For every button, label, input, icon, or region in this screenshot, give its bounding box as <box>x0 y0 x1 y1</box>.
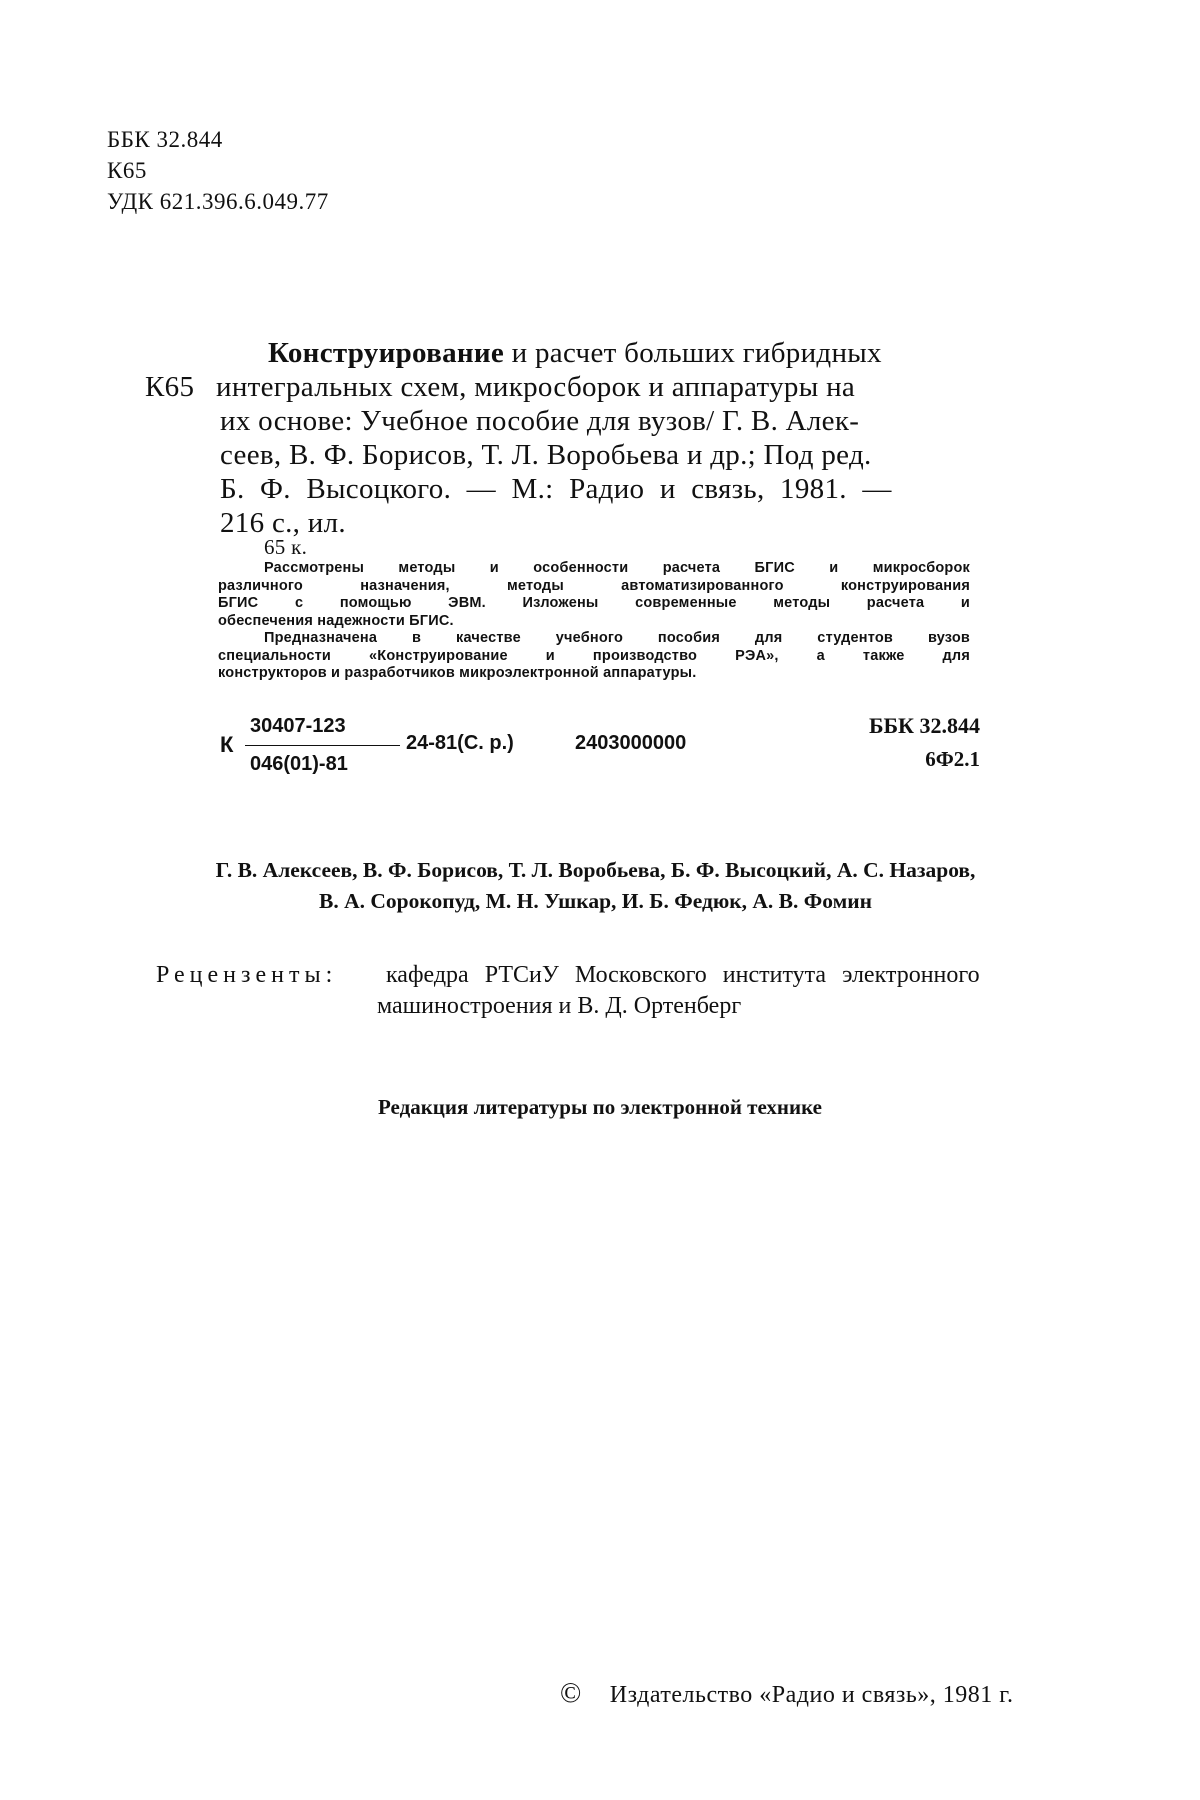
udk-code: УДК 621.396.6.049.77 <box>107 186 329 217</box>
catalog-line-2: интегральных схем, микросборок и аппаратуры на <box>216 370 855 404</box>
annotation-line: специальности «Конструирование и производство РЭА», а также для <box>218 648 970 666</box>
annotation <box>218 560 970 683</box>
catalog-price: 65 к. <box>264 530 307 564</box>
reviewers-label: Рецензенты: <box>156 960 337 991</box>
authors-line-1: Г. В. Алексеев, В. Ф. Борисов, Т. Л. Воробьева, Б. Ф. Высоцкий, А. С. Назаров, <box>108 855 1083 886</box>
authors-line-2: В. А. Сорокопуд, М. Н. Ушкар, И. Б. Федюк, А. В. Фомин <box>108 886 1083 917</box>
copyright-notice <box>560 1678 1013 1710</box>
catalog-line-1-rest: и расчет больших гибридных <box>504 337 882 369</box>
catalog-line-1 <box>268 336 882 370</box>
authors-list <box>108 855 1083 917</box>
index-bbk-sub: 6Ф2.1 <box>925 747 980 772</box>
index-letter: К <box>220 732 233 758</box>
fraction-bar <box>245 745 400 746</box>
index-middle: 24-81(С. р.) <box>406 732 514 755</box>
index-bbk: ББК 32.844 <box>869 713 980 739</box>
library-codes <box>107 124 329 217</box>
catalog-line-4: сеев, В. Ф. Борисов, Т. Л. Воробьева и др.; Под ред. <box>220 438 872 472</box>
catalog-title-word: Конструирование <box>268 337 504 369</box>
copyright-text: Издательство «Радио и связь», 1981 г. <box>610 1682 1014 1708</box>
annotation-line: обеспечения надежности БГИС. <box>218 613 970 631</box>
annotation-line: Предназначена в качестве учебного пособия для студентов вузов <box>218 630 970 648</box>
annotation-line: Рассмотрены методы и особенности расчета БГИС и микросборок <box>218 560 970 578</box>
publication-index <box>220 715 980 785</box>
annotation-line: конструкторов и разработчиков микроэлектронной аппаратуры. <box>218 665 970 683</box>
copyright-icon: © <box>560 1678 582 1710</box>
reviewers-line-2: машиностроения и В. Д. Ортенберг <box>377 991 741 1022</box>
index-denominator: 046(01)-81 <box>250 753 348 776</box>
index-numerator: 30407-123 <box>250 715 346 738</box>
index-code: 2403000000 <box>575 732 686 755</box>
annotation-line: различного назначения, методы автоматизированного конструирования <box>218 578 970 596</box>
annotation-line: БГИС с помощью ЭВМ. Изложены современные методы расчета и <box>218 595 970 613</box>
reviewers-line-1: кафедра РТСиУ Московского института электронного <box>386 960 980 991</box>
title-verso-page <box>0 0 1200 1800</box>
author-mark: К65 <box>107 155 329 186</box>
bbk-code: ББК 32.844 <box>107 124 329 155</box>
catalog-line-6: 216 с., ил. <box>220 506 346 540</box>
catalog-code: К65 <box>145 370 194 404</box>
editorial-office: Редакция литературы по электронной технике <box>0 1095 1200 1120</box>
catalog-line-3: их основе: Учебное пособие для вузов/ Г. В. Алек- <box>220 404 859 438</box>
catalog-line-5: Б. Ф. Высоцкого. — М.: Радио и связь, 1981. — <box>220 472 892 506</box>
